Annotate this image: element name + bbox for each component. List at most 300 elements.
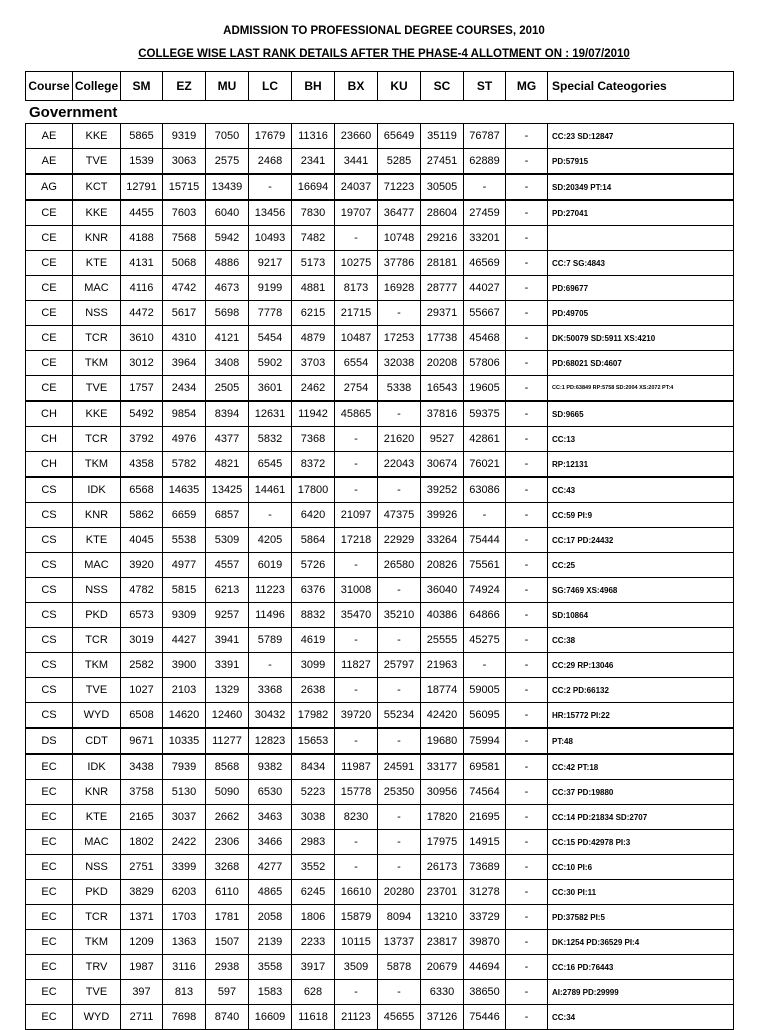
rank-cell: 2341 [292, 149, 335, 175]
college-cell: KKE [73, 401, 121, 427]
rank-cell: 3019 [121, 628, 163, 653]
rank-cell: 5223 [292, 780, 335, 805]
table-row [26, 124, 734, 149]
special-categories-cell: CC:29 RP:13046 [548, 653, 734, 678]
rank-cell: 31008 [335, 578, 378, 603]
rank-cell: 11223 [249, 578, 292, 603]
rank-cell: 4455 [121, 200, 163, 226]
rank-cell: 21097 [335, 503, 378, 528]
rank-cell: - [506, 200, 548, 226]
college-cell: CDT [73, 728, 121, 754]
rank-cell: 4188 [121, 226, 163, 251]
rank-cell: - [506, 351, 548, 376]
special-categories-cell: PD:49705 [548, 301, 734, 326]
rank-cell: 16543 [421, 376, 464, 402]
rank-cell: 26580 [378, 553, 421, 578]
table-row [26, 477, 734, 503]
special-categories-cell: DK:50079 SD:5911 XS:4210 [548, 326, 734, 351]
table-row [26, 326, 734, 351]
table-row [26, 376, 734, 402]
college-cell: TVE [73, 149, 121, 175]
rank-cell: 6573 [121, 603, 163, 628]
table-row [26, 754, 734, 780]
rank-cell: - [506, 880, 548, 905]
rank-cell: 36477 [378, 200, 421, 226]
rank-cell: 4673 [206, 276, 249, 301]
rank-cell: 4557 [206, 553, 249, 578]
course-cell: CS [26, 628, 73, 653]
rank-cell: 73689 [464, 855, 506, 880]
rank-cell: 17982 [292, 703, 335, 729]
rank-cell: 1027 [121, 678, 163, 703]
course-cell: CE [26, 326, 73, 351]
college-cell: TCR [73, 905, 121, 930]
table-row [26, 830, 734, 855]
rank-cell: 11277 [206, 728, 249, 754]
rank-cell: 6545 [249, 452, 292, 478]
table-row [26, 980, 734, 1005]
college-cell: IDK [73, 477, 121, 503]
rank-cell: 4782 [121, 578, 163, 603]
rank-cell: 44027 [464, 276, 506, 301]
rank-cell: 4865 [249, 880, 292, 905]
course-cell: EC [26, 830, 73, 855]
course-cell: CS [26, 578, 73, 603]
table-row [26, 578, 734, 603]
table-row [26, 780, 734, 805]
course-cell: AG [26, 174, 73, 200]
college-cell: NSS [73, 578, 121, 603]
table-row [26, 628, 734, 653]
college-cell: MAC [73, 830, 121, 855]
rank-cell: 6019 [249, 553, 292, 578]
rank-cell: - [506, 653, 548, 678]
rank-cell: 3441 [335, 149, 378, 175]
special-categories-cell: CC:1 PD:63849 RP:5758 SD:2004 XS:2072 PT:4 [548, 376, 734, 402]
rank-cell: 2938 [206, 955, 249, 980]
rank-cell: 7368 [292, 427, 335, 452]
rank-cell: 597 [206, 980, 249, 1005]
rank-cell: 4116 [121, 276, 163, 301]
rank-cell: 5309 [206, 528, 249, 553]
rank-cell: 42861 [464, 427, 506, 452]
rank-cell: 9309 [163, 603, 206, 628]
rank-cell: 69581 [464, 754, 506, 780]
rank-cell: - [378, 401, 421, 427]
rank-cell: 46569 [464, 251, 506, 276]
college-cell: KCT [73, 174, 121, 200]
rank-cell: - [506, 149, 548, 175]
rank-cell: 6040 [206, 200, 249, 226]
special-categories-cell: SD:20349 PT:14 [548, 174, 734, 200]
rank-cell: 57806 [464, 351, 506, 376]
rank-cell: 4472 [121, 301, 163, 326]
rank-cell: 4310 [163, 326, 206, 351]
column-header: Special Cateogories [548, 72, 734, 101]
special-categories-cell: CC:30 PI:11 [548, 880, 734, 905]
rank-cell: - [506, 276, 548, 301]
rank-cell: - [506, 628, 548, 653]
rank-cell: 15715 [163, 174, 206, 200]
rank-cell: 2165 [121, 805, 163, 830]
special-categories-cell: CC:10 PI:6 [548, 855, 734, 880]
rank-cell: 17253 [378, 326, 421, 351]
rank-cell: 3758 [121, 780, 163, 805]
rank-cell: - [335, 980, 378, 1005]
rank-cell: 3399 [163, 855, 206, 880]
rank-cell: 12460 [206, 703, 249, 729]
course-cell: CH [26, 452, 73, 478]
rank-cell: 5942 [206, 226, 249, 251]
rank-cell: 5130 [163, 780, 206, 805]
column-header: BH [292, 72, 335, 101]
rank-cell: 20826 [421, 553, 464, 578]
rank-cell: 7568 [163, 226, 206, 251]
rank-cell: 10115 [335, 930, 378, 955]
special-categories-cell: CC:34 [548, 1005, 734, 1030]
table-row [26, 503, 734, 528]
rank-cell: 3038 [292, 805, 335, 830]
rank-cell: - [506, 124, 548, 149]
column-header: EZ [163, 72, 206, 101]
special-categories-cell: HR:15772 PI:22 [548, 703, 734, 729]
rank-cell: 10487 [335, 326, 378, 351]
rank-cell: 5285 [378, 149, 421, 175]
rank-cell: 55234 [378, 703, 421, 729]
rank-cell: 1507 [206, 930, 249, 955]
rank-cell: 2103 [163, 678, 206, 703]
rank-cell: 75444 [464, 528, 506, 553]
rank-cell: 3368 [249, 678, 292, 703]
college-cell: MAC [73, 276, 121, 301]
section-heading: Government [29, 104, 118, 121]
rank-cell: - [378, 855, 421, 880]
rank-cell: 6376 [292, 578, 335, 603]
rank-cell: 5832 [249, 427, 292, 452]
table-row [26, 880, 734, 905]
rank-cell: 5454 [249, 326, 292, 351]
rank-cell: 4742 [163, 276, 206, 301]
rank-cell: 37126 [421, 1005, 464, 1030]
rank-cell: 6568 [121, 477, 163, 503]
rank-cell: 3964 [163, 351, 206, 376]
rank-cell: 2505 [206, 376, 249, 402]
rank-cell: 5173 [292, 251, 335, 276]
rank-cell: - [506, 301, 548, 326]
college-cell: TVE [73, 376, 121, 402]
rank-cell: 2306 [206, 830, 249, 855]
special-categories-cell: CC:7 SG:4843 [548, 251, 734, 276]
rank-cell: 22043 [378, 452, 421, 478]
document-subtitle: COLLEGE WISE LAST RANK DETAILS AFTER THE PHASE-4 ALLOTMENT ON : 19/07/2010 [138, 48, 630, 60]
column-header: College [73, 72, 121, 101]
rank-cell: 4977 [163, 553, 206, 578]
special-categories-cell: RP:12131 [548, 452, 734, 478]
rank-cell: 1802 [121, 830, 163, 855]
rank-cell: 2575 [206, 149, 249, 175]
rank-cell: 9671 [121, 728, 163, 754]
rank-cell: 33177 [421, 754, 464, 780]
rank-cell: 4427 [163, 628, 206, 653]
header-row [26, 72, 734, 101]
rank-cell: 20208 [421, 351, 464, 376]
course-cell: CE [26, 301, 73, 326]
rank-cell: - [506, 427, 548, 452]
rank-cell: 10493 [249, 226, 292, 251]
rank-cell: - [335, 553, 378, 578]
rank-cell: 45468 [464, 326, 506, 351]
rank-cell: - [506, 477, 548, 503]
rank-cell: 13425 [206, 477, 249, 503]
rank-cell: 5538 [163, 528, 206, 553]
table-row [26, 905, 734, 930]
table-row [26, 930, 734, 955]
rank-cell: 3116 [163, 955, 206, 980]
rank-cell: 5492 [121, 401, 163, 427]
rank-cell: - [378, 805, 421, 830]
rank-cell: 16609 [249, 1005, 292, 1030]
college-cell: NSS [73, 855, 121, 880]
rank-cell: 5878 [378, 955, 421, 980]
table-row [26, 653, 734, 678]
rank-cell: 45655 [378, 1005, 421, 1030]
rank-cell: 6203 [163, 880, 206, 905]
rank-cell: 8094 [378, 905, 421, 930]
rank-cell: - [506, 678, 548, 703]
rank-cell: 3601 [249, 376, 292, 402]
rank-cell: 8230 [335, 805, 378, 830]
rank-cell: - [378, 830, 421, 855]
rank-cell: 21620 [378, 427, 421, 452]
college-cell: KNR [73, 226, 121, 251]
rank-cell: 62889 [464, 149, 506, 175]
rank-cell: - [506, 452, 548, 478]
rank-cell: 39252 [421, 477, 464, 503]
rank-cell: 6857 [206, 503, 249, 528]
rank-cell: 24591 [378, 754, 421, 780]
rank-cell: 15778 [335, 780, 378, 805]
course-cell: CS [26, 477, 73, 503]
course-cell: EC [26, 905, 73, 930]
table-row [26, 805, 734, 830]
table-row [26, 955, 734, 980]
college-cell: KKE [73, 124, 121, 149]
college-cell: TKM [73, 452, 121, 478]
rank-cell: 21715 [335, 301, 378, 326]
rank-cell: 20679 [421, 955, 464, 980]
rank-cell: - [506, 528, 548, 553]
rank-cell: 5789 [249, 628, 292, 653]
rank-cell: 6508 [121, 703, 163, 729]
rank-cell: 30432 [249, 703, 292, 729]
rank-cell: 2662 [206, 805, 249, 830]
rank-cell: 6554 [335, 351, 378, 376]
rank-cell: 5698 [206, 301, 249, 326]
column-header: SM [121, 72, 163, 101]
course-cell: EC [26, 754, 73, 780]
rank-cell: 3552 [292, 855, 335, 880]
rank-cell: 39926 [421, 503, 464, 528]
rank-cell: - [335, 427, 378, 452]
college-cell: TKM [73, 351, 121, 376]
rank-cell: - [335, 477, 378, 503]
college-cell: KKE [73, 200, 121, 226]
rank-cell: 19680 [421, 728, 464, 754]
rank-cell: 5090 [206, 780, 249, 805]
rank-cell: 14635 [163, 477, 206, 503]
course-cell: EC [26, 855, 73, 880]
rank-cell: - [335, 728, 378, 754]
special-categories-cell: CC:59 PI:9 [548, 503, 734, 528]
rank-cell: 7603 [163, 200, 206, 226]
college-cell: MAC [73, 553, 121, 578]
course-cell: CS [26, 603, 73, 628]
rank-cell: 6530 [249, 780, 292, 805]
rank-cell: 3558 [249, 955, 292, 980]
rank-cell: 33264 [421, 528, 464, 553]
rank-cell: - [378, 578, 421, 603]
college-cell: TKM [73, 653, 121, 678]
rank-cell: 56095 [464, 703, 506, 729]
rank-cell: 8568 [206, 754, 249, 780]
rank-cell: 76021 [464, 452, 506, 478]
rank-cell: 24037 [335, 174, 378, 200]
special-categories-cell: SD:9665 [548, 401, 734, 427]
table-row [26, 200, 734, 226]
rank-cell: 10335 [163, 728, 206, 754]
college-cell: TCR [73, 427, 121, 452]
rank-cell: 2233 [292, 930, 335, 955]
rank-cell: - [506, 226, 548, 251]
rank-cell: - [506, 780, 548, 805]
college-cell: TRV [73, 955, 121, 980]
rank-cell: 1209 [121, 930, 163, 955]
rank-cell: 6110 [206, 880, 249, 905]
special-categories-cell: PD:37582 PI:5 [548, 905, 734, 930]
rank-cell: - [335, 830, 378, 855]
rank-cell: 3941 [206, 628, 249, 653]
course-cell: CS [26, 653, 73, 678]
rank-cell: - [378, 980, 421, 1005]
rank-cell: 2139 [249, 930, 292, 955]
course-cell: CE [26, 251, 73, 276]
rank-cell: 8394 [206, 401, 249, 427]
rank-cell: 1987 [121, 955, 163, 980]
table-row [26, 678, 734, 703]
special-categories-cell: CC:16 PD:76443 [548, 955, 734, 980]
college-cell: KTE [73, 251, 121, 276]
special-categories-cell: PT:48 [548, 728, 734, 754]
table-row [26, 351, 734, 376]
rank-cell: 16928 [378, 276, 421, 301]
rank-cell: 1329 [206, 678, 249, 703]
special-categories-cell: CC:13 [548, 427, 734, 452]
rank-cell: 1371 [121, 905, 163, 930]
table-row [26, 301, 734, 326]
column-header: LC [249, 72, 292, 101]
rank-cell: 2434 [163, 376, 206, 402]
rank-cell: 33729 [464, 905, 506, 930]
table-row [26, 174, 734, 200]
rank-cell: 9854 [163, 401, 206, 427]
table-row [26, 452, 734, 478]
rank-cell: - [506, 553, 548, 578]
rank-cell: - [506, 251, 548, 276]
special-categories-cell: PD:68021 SD:4607 [548, 351, 734, 376]
rank-cell: 26173 [421, 855, 464, 880]
rank-cell: 5864 [292, 528, 335, 553]
rank-cell: 4277 [249, 855, 292, 880]
rank-cell: 21963 [421, 653, 464, 678]
rank-cell: 2711 [121, 1005, 163, 1030]
rank-cell: 11316 [292, 124, 335, 149]
college-cell: KNR [73, 780, 121, 805]
rank-cell: 75446 [464, 1005, 506, 1030]
college-cell: PKD [73, 880, 121, 905]
course-cell: EC [26, 930, 73, 955]
rank-cell: 17975 [421, 830, 464, 855]
rank-cell: 21695 [464, 805, 506, 830]
rank-cell: 28181 [421, 251, 464, 276]
rank-cell: - [506, 905, 548, 930]
rank-cell: 13439 [206, 174, 249, 200]
rank-cell: 4358 [121, 452, 163, 478]
special-categories-cell: CC:23 SD:12847 [548, 124, 734, 149]
rank-cell: 27451 [421, 149, 464, 175]
rank-cell: 3829 [121, 880, 163, 905]
rank-cell: - [335, 855, 378, 880]
course-cell: CE [26, 351, 73, 376]
rank-cell: 13456 [249, 200, 292, 226]
rank-cell: 4879 [292, 326, 335, 351]
rank-cell: 2751 [121, 855, 163, 880]
rank-cell: - [506, 955, 548, 980]
rank-cell: 28604 [421, 200, 464, 226]
special-categories-cell: CC:25 [548, 553, 734, 578]
course-cell: EC [26, 955, 73, 980]
rank-cell: - [506, 703, 548, 729]
rank-cell: 23660 [335, 124, 378, 149]
rank-cell: 3438 [121, 754, 163, 780]
rank-cell: 3920 [121, 553, 163, 578]
course-cell: CS [26, 678, 73, 703]
rank-cell: 6330 [421, 980, 464, 1005]
rank-cell: 65649 [378, 124, 421, 149]
rank-cell: 1757 [121, 376, 163, 402]
rank-cell: 37786 [378, 251, 421, 276]
course-cell: CS [26, 503, 73, 528]
rank-cell: - [378, 728, 421, 754]
rank-cell: 27459 [464, 200, 506, 226]
rank-cell: 11942 [292, 401, 335, 427]
rank-cell: 5865 [121, 124, 163, 149]
rank-cell: 1806 [292, 905, 335, 930]
rank-cell: 3463 [249, 805, 292, 830]
rank-cell: 18774 [421, 678, 464, 703]
rank-cell: 22929 [378, 528, 421, 553]
rank-cell: 17738 [421, 326, 464, 351]
rank-cell: 6420 [292, 503, 335, 528]
rank-cell: 5617 [163, 301, 206, 326]
rank-cell: - [249, 653, 292, 678]
rank-cell: - [506, 578, 548, 603]
rank-cell: 33201 [464, 226, 506, 251]
rank-cell: - [335, 452, 378, 478]
rank-cell: 45275 [464, 628, 506, 653]
rank-cell: 813 [163, 980, 206, 1005]
rank-cell: - [249, 174, 292, 200]
rank-cell: 5338 [378, 376, 421, 402]
